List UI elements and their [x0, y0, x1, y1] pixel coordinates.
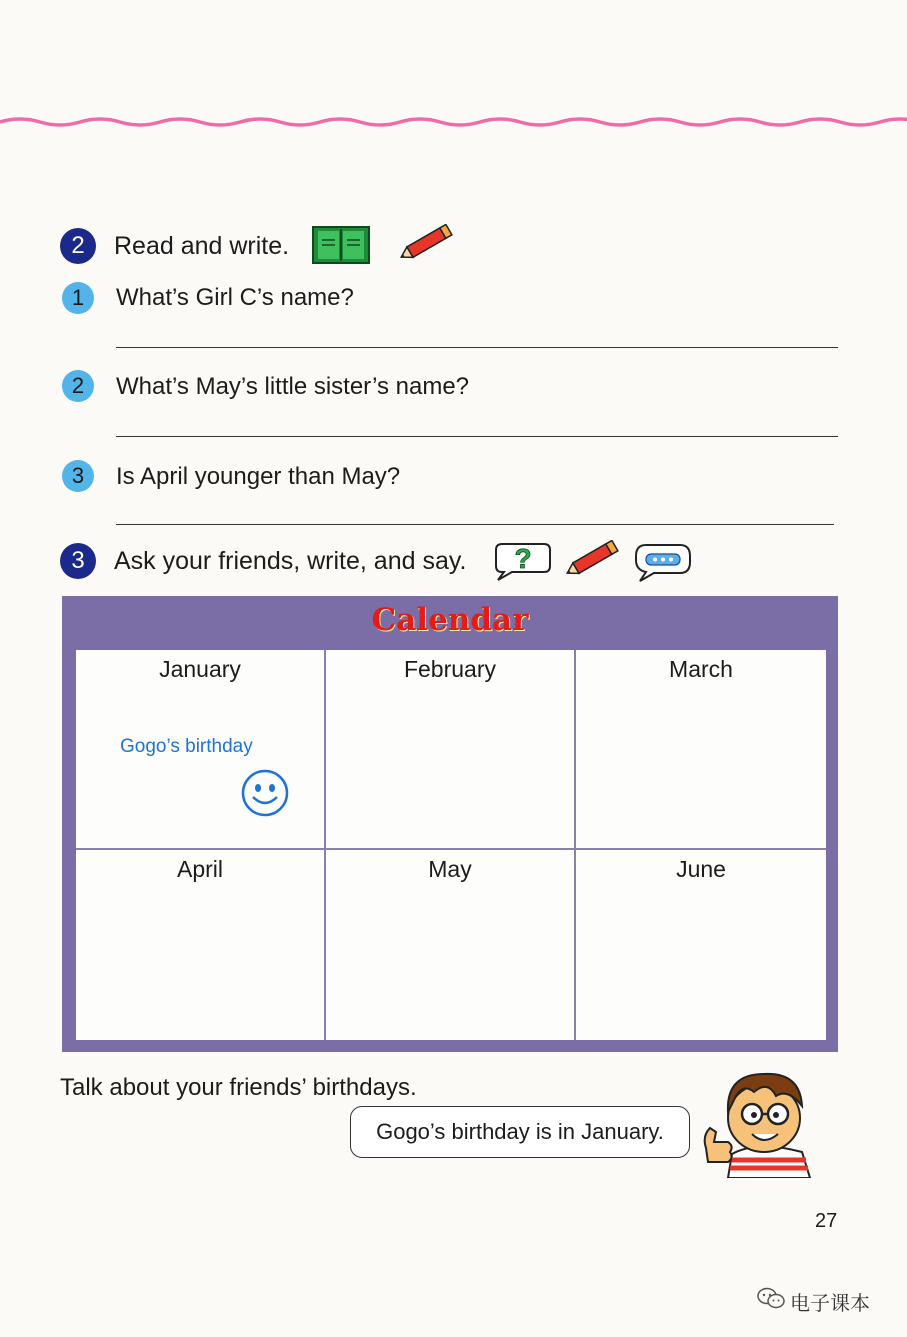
speech-bubble-icon — [632, 540, 694, 584]
question-1-text: What’s Girl C’s name? — [116, 284, 354, 311]
svg-text:?: ? — [514, 543, 532, 574]
wavy-divider — [0, 112, 907, 136]
talk-prompt: Talk about your friends’ birthdays. — [60, 1074, 417, 1101]
question-3-badge: 3 — [62, 460, 94, 492]
cartoon-boy-icon — [692, 1066, 822, 1178]
section-3-heading: Ask your friends, write, and say. — [114, 547, 467, 575]
book-icon — [312, 226, 370, 264]
calendar-grid — [76, 650, 826, 1040]
question-3-text: Is April younger than May? — [116, 463, 401, 490]
speech-bubble: Gogo’s birthday is in January. — [350, 1106, 690, 1158]
answer-line-2[interactable] — [116, 436, 838, 437]
month-label: April — [176, 856, 223, 882]
section-3-badge: 3 — [60, 543, 96, 579]
section-2-heading: Read and write. — [114, 232, 290, 260]
question-2-badge: 2 — [62, 370, 94, 402]
calendar-cell-march[interactable] — [576, 650, 826, 850]
question-bubble-icon — [492, 538, 554, 582]
calendar-title: Calendar — [371, 602, 529, 638]
month-label: January — [159, 656, 241, 682]
pencil-icon — [396, 224, 456, 264]
footer-label: 电子课本 — [790, 1293, 870, 1315]
month-label: February — [403, 656, 497, 682]
calendar-cell-june[interactable] — [576, 850, 826, 1040]
calendar-cell-january[interactable] — [76, 650, 326, 850]
calendar-cell-may[interactable] — [326, 850, 576, 1040]
pencil-icon-2 — [562, 540, 622, 580]
answer-line-1[interactable] — [116, 347, 838, 348]
smiley-icon — [240, 768, 290, 818]
month-label: May — [428, 856, 472, 882]
wechat-icon — [756, 1286, 786, 1310]
answer-line-3[interactable] — [116, 524, 834, 525]
calendar — [62, 596, 838, 1052]
calendar-cell-february[interactable] — [326, 650, 576, 850]
calendar-cell-april[interactable] — [76, 850, 326, 1040]
section-2-badge: 2 — [60, 228, 96, 264]
month-label: June — [676, 856, 726, 882]
question-2-text: What’s May’s little sister’s name? — [116, 373, 470, 400]
question-1-badge: 1 — [62, 282, 94, 314]
page-number: 27 — [815, 1210, 838, 1232]
month-label: March — [669, 656, 733, 682]
january-note: Gogo’s birthday — [120, 736, 253, 757]
